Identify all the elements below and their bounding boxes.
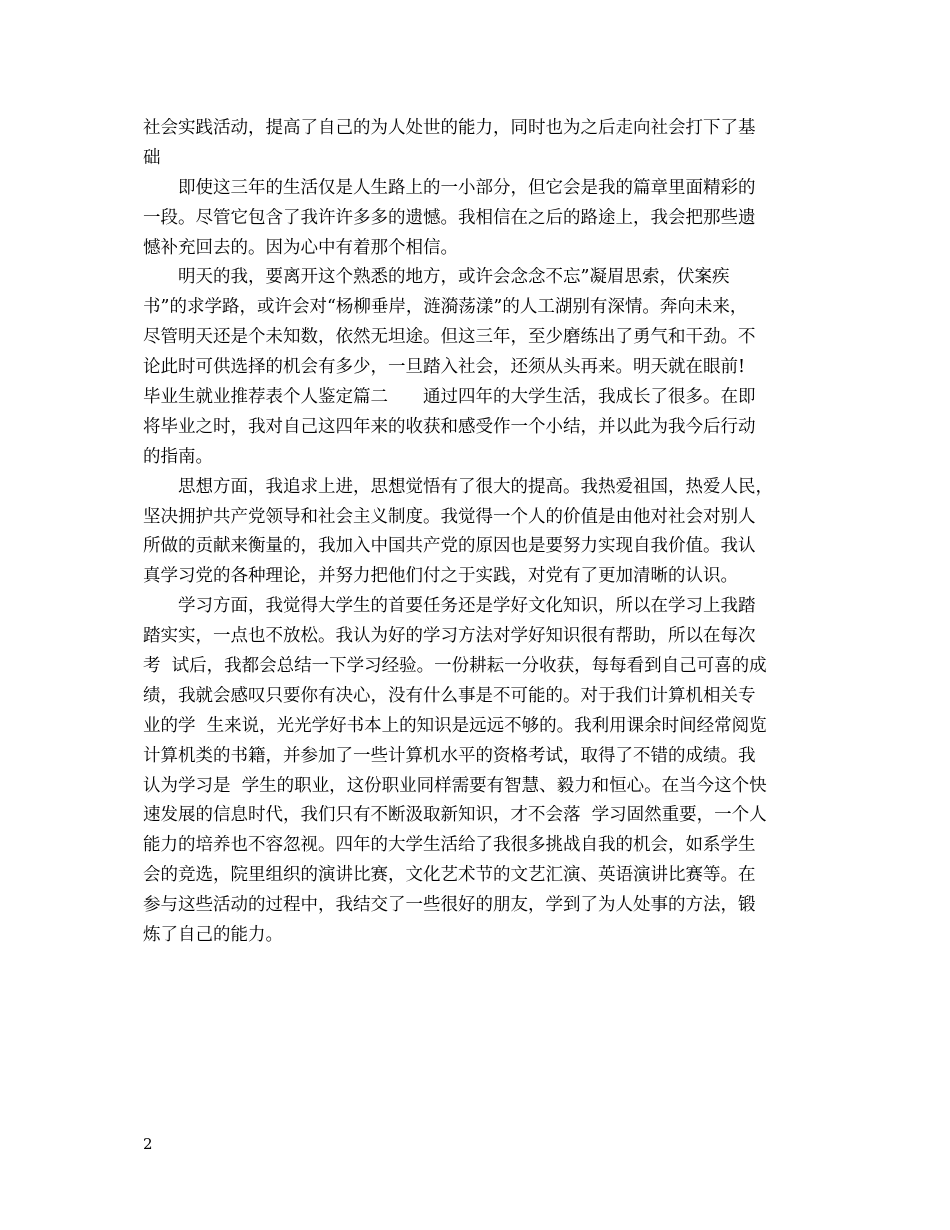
text-line: 一段。尽管它包含了我许许多多的遗憾。我相信在之后的路途上，我会把那些遗 (143, 207, 756, 228)
text-line: 明天的我，要离开这个熟悉的地方，或许会念念不忘”凝眉思索，伏案疾 (178, 267, 730, 288)
text-line: 会的竞选，院里组织的演讲比赛，文化艺术节的文艺汇演、英语演讲比赛等。在 (143, 865, 756, 886)
text-line: 踏实实，一点也不放松。我认为好的学习方法对学好知识很有帮助，所以在每次 (143, 626, 756, 647)
text-line: 即使这三年的生活仅是人生路上的一小部分，但它会是我的篇章里面精彩的 (178, 177, 756, 198)
section-heading-line: 毕业生就业推荐表个人鉴定篇二 通过四年的大学生活，我成长了很多。在即 (143, 387, 756, 408)
text-line: 能力的培养也不容忽视。四年的大学生活给了我很多挑战自我的机会，如系学生 (143, 835, 756, 856)
text-line: 绩，我就会感叹只要你有决心，没有什么事是不可能的。对于我们计算机相关专 (143, 685, 756, 706)
text-line: 将毕业之时，我对自己这四年来的收获和感受作一个小结，并以此为我今后行动 (143, 416, 756, 437)
text-line: 论此时可供选择的机会有多少，一旦踏入社会，还须从头再来。明天就在眼前! (143, 357, 746, 378)
text-line: 业的学 生来说，光光学好书本上的知识是远远不够的。我利用课余时间经常阅览 (143, 715, 767, 736)
text-line: 思想方面，我追求上进，思想觉悟有了很大的提高。我热爱祖国，热爱人民， (178, 476, 773, 497)
text-line: 学习方面，我觉得大学生的首要任务还是学好文化知识，所以在学习上我踏 (178, 596, 756, 617)
document-body (143, 114, 820, 951)
text-line: 考 试后，我都会总结一下学习经验。一份耕耘一分收获，每每看到自己可喜的成 (143, 656, 767, 677)
text-line: 社会实践活动，提高了自己的为人处世的能力，同时也为之后走向社会打下了基 (143, 118, 756, 138)
text-line: 尽管明天还是个未知数，依然无坦途。但这三年，至少磨练出了勇气和干劲。不 (143, 327, 756, 348)
text-line: 真学习党的各种理论，并努力把他们付之于实践，对党有了更加清晰的认识。 (143, 566, 738, 587)
text-line: 炼了自己的能力。 (143, 925, 283, 946)
text-line: 计算机类的书籍，并参加了一些计算机水平的资格考试，取得了不错的成绩。我 (143, 745, 756, 766)
text-line: 坚决拥护共产党领导和社会主义制度。我觉得一个人的价值是由他对社会对别人 (143, 506, 756, 527)
text-line: 的指南。 (143, 446, 213, 467)
text-line: 础 (143, 147, 161, 168)
text-line: 憾补充回去的。因为心中有着那个相信。 (143, 237, 458, 258)
text-line: 认为学习是 学生的职业，这份职业同样需要有智慧、毅力和恒心。在当今这个快 (143, 775, 767, 796)
text-line: 所做的贡献来衡量的，我加入中国共产党的原因也是要努力实现自我价值。我认 (143, 536, 756, 557)
page-number: 2 (143, 1135, 153, 1153)
text-line: 速发展的信息时代，我们只有不断汲取新知识，才不会落 学习固然重要，一个人 (143, 805, 767, 826)
text-line: 书”的求学路，或许会对“杨柳垂岸，涟漪荡漾”的人工湖别有深情。奔向未来， (143, 297, 748, 318)
text-line: 参与这些活动的过程中，我结交了一些很好的朋友，学到了为人处事的方法，锻 (143, 895, 756, 916)
